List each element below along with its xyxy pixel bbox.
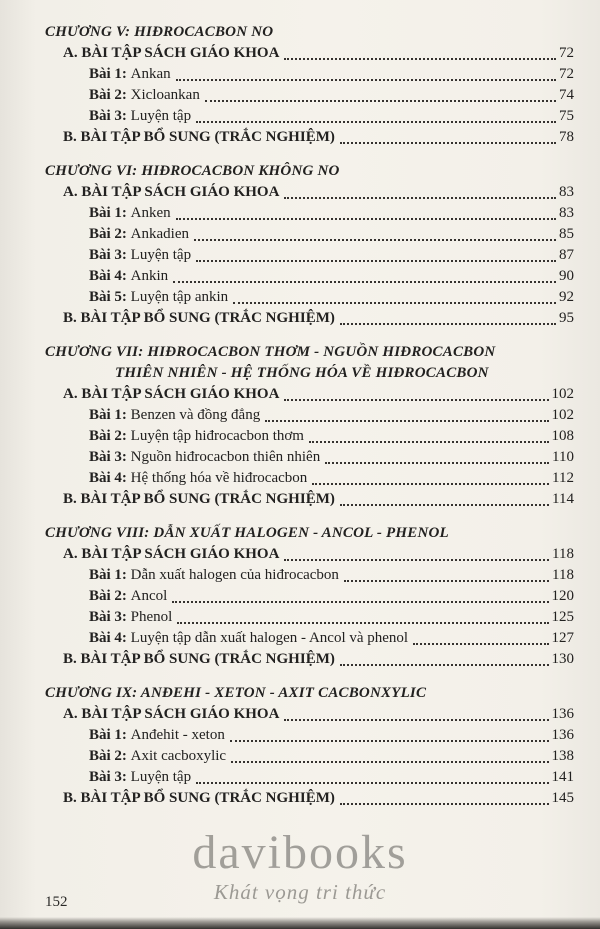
toc-entry <box>63 788 574 809</box>
toc-entry-text: Bài 3: Nguồn hiđrocacbon thiên nhiên <box>89 449 321 465</box>
toc-entry-label: A. <box>63 184 82 200</box>
dot-leader <box>312 468 549 485</box>
toc-entry-text: Bài 3: Luyện tập <box>89 108 192 124</box>
toc-entry-text: Bài 1: Anđehit - xeton <box>89 727 225 743</box>
toc-entry-text: Bài 4: Hệ thống hóa về hiđrocacbon <box>89 470 308 486</box>
toc-entry-label: Bài 3: <box>89 609 131 625</box>
toc-entry <box>89 426 574 447</box>
toc-entry <box>63 182 574 203</box>
dot-leader <box>233 287 556 304</box>
toc-entry-page-number: 108 <box>551 428 574 444</box>
toc-entry-page-number: 87 <box>559 247 574 263</box>
toc-entry-page-number: 83 <box>559 205 574 221</box>
toc-entry-text: Bài 3: Luyện tập <box>89 769 192 785</box>
dot-leader <box>284 384 548 401</box>
toc-entry-label: A. <box>63 45 82 61</box>
toc-entry <box>63 127 574 148</box>
toc-entry-page-number: 120 <box>551 588 574 604</box>
toc-entry-page-number: 92 <box>559 289 574 305</box>
dot-leader <box>284 182 556 199</box>
toc-entry <box>89 405 574 426</box>
toc-entry <box>89 565 574 586</box>
scan-bottom-edge <box>0 917 600 929</box>
toc-entry <box>89 224 574 245</box>
toc-entry-label: B. <box>63 310 81 326</box>
chapter-title: CHƯƠNG IX: ANĐEHI - XETON - AXIT CACBONXYLIC <box>45 685 427 701</box>
toc-entry-page-number: 74 <box>559 87 574 103</box>
toc-entry-text: Bài 2: Axit cacboxylic <box>89 748 227 764</box>
toc-entry-text: Bài 1: Dẫn xuất halogen của hiđrocacbon <box>89 567 339 583</box>
toc-entry-text: A. BÀI TẬP SÁCH GIÁO KHOA <box>63 386 280 402</box>
toc-entry-text: B. BÀI TẬP BỔ SUNG (TRẮC NGHIỆM) <box>63 310 335 326</box>
toc-entry-label: Bài 3: <box>89 108 131 124</box>
toc-entry <box>89 287 574 308</box>
dot-leader <box>284 704 548 721</box>
toc-entry-page-number: 75 <box>559 108 574 124</box>
chapter-title: CHƯƠNG VI: HIĐROCACBON KHÔNG NO <box>45 163 340 179</box>
dot-leader <box>413 628 548 645</box>
toc-entry <box>63 489 574 510</box>
toc-entry-page-number: 145 <box>551 790 574 806</box>
chapter-title-line2: THIÊN NHIÊN - HỆ THỐNG HÓA VỀ HIĐROCACBON <box>115 365 489 381</box>
dot-leader <box>196 106 556 123</box>
dot-leader <box>340 489 549 506</box>
dot-leader <box>230 725 549 742</box>
watermark-brand-text: davibooks <box>192 826 408 879</box>
dot-leader <box>284 544 549 561</box>
toc-entry-page-number: 110 <box>552 449 574 465</box>
toc-entry-page-number: 136 <box>551 727 574 743</box>
toc-entry-label: Bài 2: <box>89 588 131 604</box>
dot-leader <box>196 767 548 784</box>
dot-leader <box>284 43 556 60</box>
dot-leader <box>176 203 556 220</box>
toc-entry <box>63 43 574 64</box>
toc-entry-label: Bài 1: <box>89 407 131 423</box>
toc-entry-page-number: 102 <box>551 386 574 402</box>
toc-entry-label: Bài 5: <box>89 289 131 305</box>
toc-entry-text: A. BÀI TẬP SÁCH GIÁO KHOA <box>63 706 280 722</box>
toc-entry <box>89 586 574 607</box>
toc-entry-page-number: 114 <box>552 491 574 507</box>
toc-entry-label: B. <box>63 651 81 667</box>
toc-entry-text: Bài 1: Ankan <box>89 66 171 82</box>
toc-entry-text: Bài 2: Xicloankan <box>89 87 200 103</box>
toc-entry <box>89 203 574 224</box>
dot-leader <box>309 426 549 443</box>
toc-entry <box>89 245 574 266</box>
toc-entry-label: Bài 1: <box>89 205 131 221</box>
toc-entry-text: A. BÀI TẬP SÁCH GIÁO KHOA <box>63 546 280 562</box>
dot-leader <box>196 245 556 262</box>
dot-leader <box>265 405 548 422</box>
toc-entry-text: Bài 3: Luyện tập <box>89 247 192 263</box>
toc-entry-text: B. BÀI TẬP BỔ SUNG (TRẮC NGHIỆM) <box>63 491 335 507</box>
toc-entry <box>89 85 574 106</box>
dot-leader <box>172 586 548 603</box>
toc-entry-page-number: 112 <box>552 470 574 486</box>
toc-entry-page-number: 118 <box>552 546 574 562</box>
toc-entry-page-number: 141 <box>551 769 574 785</box>
toc-entry-page-number: 72 <box>559 45 574 61</box>
dot-leader <box>177 607 548 624</box>
dot-leader <box>340 649 549 666</box>
toc-entry-text: Bài 1: Benzen và đồng đẳng <box>89 407 261 423</box>
dot-leader <box>340 308 556 325</box>
toc-entry-label: Bài 2: <box>89 748 131 764</box>
toc-entry-text: Bài 4: Ankin <box>89 268 169 284</box>
toc-entry <box>89 447 574 468</box>
dot-leader <box>340 788 549 805</box>
dot-leader <box>194 224 556 241</box>
toc-entry-text: Bài 5: Luyện tập ankin <box>89 289 229 305</box>
toc-entry-text: B. BÀI TẬP BỔ SUNG (TRẮC NGHIỆM) <box>63 129 335 145</box>
toc-entry <box>63 649 574 670</box>
toc-entry-label: Bài 1: <box>89 727 131 743</box>
toc-entry-page-number: 83 <box>559 184 574 200</box>
toc-entry-page-number: 118 <box>552 567 574 583</box>
toc-entry-page-number: 125 <box>551 609 574 625</box>
toc-entry <box>89 725 574 746</box>
chapter-title: CHƯƠNG VIII: DẪN XUẤT HALOGEN - ANCOL - PHENOL <box>45 525 449 541</box>
toc-entry <box>89 767 574 788</box>
toc-entry-text: Bài 2: Ancol <box>89 588 168 604</box>
toc-entry-label: A. <box>63 386 82 402</box>
dot-leader <box>205 85 556 102</box>
toc-entry-label: Bài 3: <box>89 247 131 263</box>
page-number: 152 <box>45 894 68 910</box>
dot-leader <box>176 64 556 81</box>
watermark-slogan-text: Khát vọng tri thức <box>213 880 387 904</box>
toc-entry-label: A. <box>63 706 82 722</box>
toc-entry-page-number: 85 <box>559 226 574 242</box>
toc-entry-label: Bài 1: <box>89 66 131 82</box>
toc-entry-text: Bài 4: Luyện tập dẫn xuất halogen - Ancol và phenol <box>89 630 409 646</box>
toc-entry-page-number: 90 <box>559 268 574 284</box>
toc-entry-page-number: 102 <box>551 407 574 423</box>
toc-entry-text: Bài 2: Ankadien <box>89 226 189 242</box>
toc-entry-label: Bài 2: <box>89 87 131 103</box>
toc-entry <box>89 746 574 767</box>
toc-entry <box>63 704 574 725</box>
toc-entry-page-number: 95 <box>559 310 574 326</box>
toc-entry-page-number: 72 <box>559 66 574 82</box>
toc-entry-label: Bài 1: <box>89 567 131 583</box>
toc-entry-text: A. BÀI TẬP SÁCH GIÁO KHOA <box>63 184 280 200</box>
toc-entry-page-number: 127 <box>551 630 574 646</box>
toc-entry-label: A. <box>63 546 82 562</box>
toc-entry <box>63 308 574 329</box>
dot-leader <box>325 447 549 464</box>
toc-entry-page-number: 136 <box>551 706 574 722</box>
toc-entry-page-number: 78 <box>559 129 574 145</box>
toc-entry-label: Bài 2: <box>89 226 131 242</box>
dot-leader <box>344 565 549 582</box>
toc-entry-page-number: 130 <box>551 651 574 667</box>
toc-entry <box>89 266 574 287</box>
toc-entry-label: Bài 2: <box>89 428 131 444</box>
toc-entry <box>89 468 574 489</box>
dot-leader <box>173 266 556 283</box>
toc-entry-text: A. BÀI TẬP SÁCH GIÁO KHOA <box>63 45 280 61</box>
chapter-title: CHƯƠNG V: HIĐROCACBON NO <box>45 24 274 40</box>
toc-entry <box>63 384 574 405</box>
toc-entry <box>89 106 574 127</box>
toc-entry-label: Bài 4: <box>89 470 131 486</box>
toc-entry-page-number: 138 <box>551 748 574 764</box>
table-of-contents <box>45 22 574 809</box>
toc-entry-label: B. <box>63 129 81 145</box>
toc-entry-text: Bài 1: Anken <box>89 205 171 221</box>
toc-entry <box>89 607 574 628</box>
toc-entry <box>89 64 574 85</box>
toc-entry-text: Bài 3: Phenol <box>89 609 173 625</box>
toc-entry-label: B. <box>63 491 81 507</box>
toc-entry-text: B. BÀI TẬP BỔ SUNG (TRẮC NGHIỆM) <box>63 790 335 806</box>
dot-leader <box>231 746 548 763</box>
chapter-title: CHƯƠNG VII: HIĐROCACBON THƠM - NGUỒN HIĐROCACBON <box>45 344 496 360</box>
toc-entry-label: Bài 3: <box>89 449 131 465</box>
dot-leader <box>340 127 556 144</box>
toc-entry-text: B. BÀI TẬP BỔ SUNG (TRẮC NGHIỆM) <box>63 651 335 667</box>
toc-entry-label: Bài 3: <box>89 769 131 785</box>
toc-entry <box>89 628 574 649</box>
toc-entry <box>63 544 574 565</box>
toc-entry-label: Bài 4: <box>89 630 131 646</box>
toc-entry-label: Bài 4: <box>89 268 131 284</box>
toc-entry-text: Bài 2: Luyện tập hiđrocacbon thơm <box>89 428 304 444</box>
toc-entry-label: B. <box>63 790 81 806</box>
